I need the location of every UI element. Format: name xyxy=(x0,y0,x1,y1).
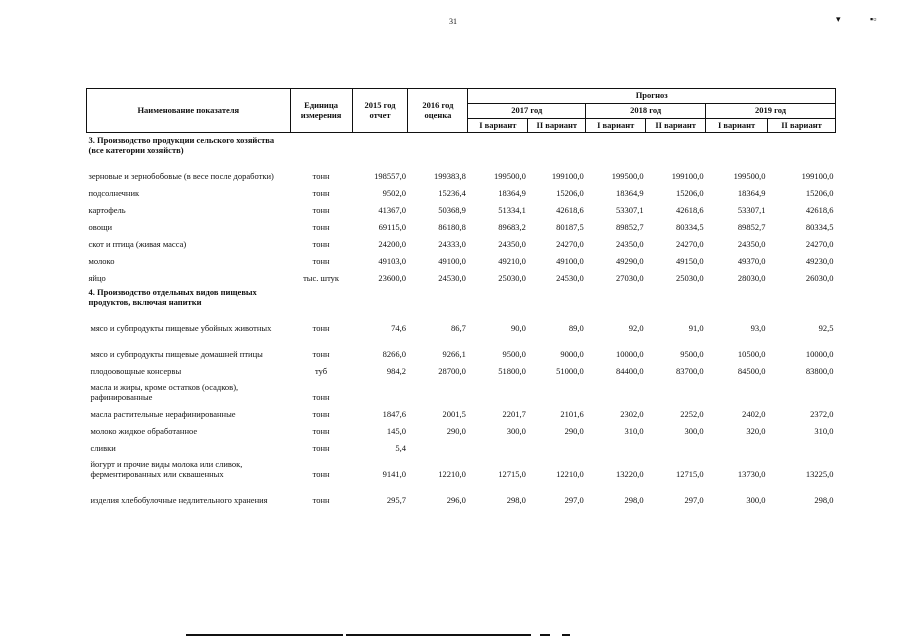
value-cell: 18364,9 xyxy=(737,188,766,199)
value-cell: 49150,0 xyxy=(675,256,704,267)
value-cell: 23600,0 xyxy=(378,273,406,284)
table-row xyxy=(87,183,836,200)
value-cell: 300,0 xyxy=(506,425,526,436)
table-row xyxy=(87,334,836,360)
unit-cell: тонн xyxy=(312,322,330,333)
value-cell: 320,0 xyxy=(746,425,766,436)
header-year: 2019 год xyxy=(706,103,836,118)
value-cell: 984,2 xyxy=(386,365,406,376)
table-row xyxy=(87,251,836,268)
value-cell: 86180,8 xyxy=(438,222,466,233)
value-cell: 83800,0 xyxy=(805,365,834,376)
value-cell: 2372,0 xyxy=(810,408,834,419)
table-row xyxy=(87,420,836,437)
unit-cell: тонн xyxy=(312,348,330,359)
page-number: 31 xyxy=(449,17,457,26)
header-name: Наименование показателя xyxy=(87,89,291,133)
header-variant: I вариант xyxy=(586,118,646,133)
header-2016: 2016 год оценка xyxy=(408,89,468,133)
indicator-name: сливки xyxy=(90,442,116,453)
value-cell: 93,0 xyxy=(750,322,766,333)
value-cell: 12210,0 xyxy=(556,468,584,479)
unit-cell: тонн xyxy=(312,239,330,250)
value-cell: 42618,6 xyxy=(556,205,584,216)
value-cell: 12210,0 xyxy=(438,468,466,479)
value-cell: 298,0 xyxy=(624,494,644,505)
value-cell: 49290,0 xyxy=(616,256,644,267)
value-cell: 296,0 xyxy=(446,494,466,505)
value-cell: 69115,0 xyxy=(378,222,406,233)
value-cell: 24200,0 xyxy=(378,239,406,250)
table-row xyxy=(87,360,836,377)
value-cell: 18364,9 xyxy=(498,188,526,199)
table-row xyxy=(87,454,836,480)
unit-cell: тонн xyxy=(312,391,330,402)
value-cell: 24530,0 xyxy=(556,273,584,284)
value-cell xyxy=(706,377,768,403)
document-sheet xyxy=(86,88,836,506)
forecast-table xyxy=(86,88,836,506)
header-2015: 2015 год отчет xyxy=(352,89,408,133)
section-title: 3. Производство продукции сельского хозяйства (все категории хозяйств) xyxy=(88,135,275,156)
value-cell: 9000,0 xyxy=(560,348,584,359)
value-cell: 26030,0 xyxy=(805,273,834,284)
unit-cell: туб xyxy=(315,365,328,376)
value-cell: 297,0 xyxy=(564,494,584,505)
table-row xyxy=(87,268,836,285)
table-row xyxy=(87,217,836,234)
value-cell: 42618,6 xyxy=(805,205,834,216)
bottom-rule xyxy=(562,634,570,636)
value-cell: 49103,0 xyxy=(378,256,406,267)
value-cell xyxy=(408,377,468,403)
value-cell: 18364,9 xyxy=(616,188,644,199)
value-cell: 2001,5 xyxy=(442,408,466,419)
value-cell: 13220,0 xyxy=(616,468,644,479)
value-cell: 49210,0 xyxy=(498,256,526,267)
unit-cell: тонн xyxy=(312,468,330,479)
value-cell: 9141,0 xyxy=(382,468,406,479)
value-cell: 92,5 xyxy=(818,322,834,333)
indicator-name: масла и жиры, кроме остатков (осадков), рафинированные xyxy=(90,381,239,402)
value-cell: 80334,5 xyxy=(675,222,704,233)
value-cell: 290,0 xyxy=(446,425,466,436)
value-cell: 25030,0 xyxy=(498,273,526,284)
indicator-name: яйцо xyxy=(88,273,106,284)
value-cell: 53307,1 xyxy=(737,205,766,216)
value-cell xyxy=(468,437,528,454)
value-cell xyxy=(352,377,408,403)
unit-cell: тонн xyxy=(312,256,330,267)
corner-mark: ▪▫ xyxy=(870,14,877,24)
value-cell: 84500,0 xyxy=(737,365,766,376)
table-row xyxy=(87,308,836,334)
value-cell: 83700,0 xyxy=(675,365,704,376)
value-cell: 310,0 xyxy=(624,425,644,436)
value-cell: 13730,0 xyxy=(737,468,766,479)
value-cell: 91,0 xyxy=(688,322,704,333)
value-cell: 24270,0 xyxy=(675,239,704,250)
value-cell: 28030,0 xyxy=(737,273,766,284)
indicator-name: картофель xyxy=(88,205,126,216)
unit-cell: тонн xyxy=(312,442,330,453)
value-cell: 51000,0 xyxy=(556,365,584,376)
value-cell: 24270,0 xyxy=(805,239,834,250)
value-cell: 199100,0 xyxy=(551,171,584,182)
indicator-name: мясо и субпродукты пищевые домашней птицы xyxy=(90,348,263,359)
value-cell: 50368,9 xyxy=(438,205,466,216)
header-year: 2017 год xyxy=(468,103,586,118)
value-cell xyxy=(586,377,646,403)
value-cell xyxy=(768,437,836,454)
indicator-name: скот и птица (живая масса) xyxy=(88,239,187,250)
value-cell: 12715,0 xyxy=(498,468,526,479)
header-variant: I вариант xyxy=(706,118,768,133)
value-cell: 10000,0 xyxy=(805,348,834,359)
value-cell: 2302,0 xyxy=(620,408,644,419)
value-cell: 199383,8 xyxy=(434,171,466,182)
value-cell xyxy=(528,377,586,403)
value-cell: 2252,0 xyxy=(680,408,704,419)
header-variant: I вариант xyxy=(468,118,528,133)
indicator-name: молоко жидкое обработанное xyxy=(90,425,198,436)
indicator-name: зерновые и зернобобовые (в весе после доработки) xyxy=(88,171,274,182)
value-cell: 24270,0 xyxy=(556,239,584,250)
header-variant: II вариант xyxy=(768,118,836,133)
section-row xyxy=(87,285,836,309)
value-cell: 51334,1 xyxy=(498,205,526,216)
section-title: 4. Производство отдельных видов пищевых продуктов, включая напитки xyxy=(88,286,257,307)
table-row xyxy=(87,403,836,420)
indicator-name: овощи xyxy=(88,222,113,233)
value-cell: 2402,0 xyxy=(742,408,766,419)
value-cell: 10000,0 xyxy=(616,348,644,359)
value-cell xyxy=(586,437,646,454)
unit-cell: тонн xyxy=(312,222,330,233)
table-row xyxy=(87,234,836,251)
value-cell: 24333,0 xyxy=(438,239,466,250)
value-cell: 15236,4 xyxy=(438,188,466,199)
table-row xyxy=(87,200,836,217)
value-cell: 15206,0 xyxy=(675,188,704,199)
value-cell: 86,7 xyxy=(451,322,466,333)
value-cell: 84400,0 xyxy=(616,365,644,376)
unit-cell: тонн xyxy=(312,408,330,419)
value-cell: 300,0 xyxy=(684,425,704,436)
header-year: 2018 год xyxy=(586,103,706,118)
value-cell: 145,0 xyxy=(386,425,406,436)
unit-cell: тыс. штук xyxy=(303,273,340,284)
value-cell: 90,0 xyxy=(510,322,526,333)
value-cell: 2201,7 xyxy=(502,408,526,419)
unit-cell: тонн xyxy=(312,188,330,199)
indicator-name: мясо и субпродукты пищевые убойных животных xyxy=(90,322,272,333)
value-cell: 15206,0 xyxy=(556,188,584,199)
value-cell: 297,0 xyxy=(684,494,704,505)
indicator-name: масла растительные нерафинированные xyxy=(90,408,236,419)
value-cell: 199100,0 xyxy=(671,171,704,182)
value-cell: 198557,0 xyxy=(374,171,406,182)
value-cell: 24530,0 xyxy=(438,273,466,284)
value-cell: 89,0 xyxy=(568,322,584,333)
value-cell: 15206,0 xyxy=(805,188,834,199)
table-body xyxy=(87,133,836,507)
header-variant: II вариант xyxy=(646,118,706,133)
value-cell: 9500,0 xyxy=(502,348,526,359)
value-cell: 10500,0 xyxy=(737,348,766,359)
value-cell: 41367,0 xyxy=(378,205,406,216)
indicator-name: йогурт и прочие виды молока или сливок, ферментированных или сквашенных xyxy=(90,458,243,479)
indicator-name: плодоовощные консервы xyxy=(90,365,182,376)
value-cell: 5,4 xyxy=(395,442,406,453)
value-cell xyxy=(768,377,836,403)
unit-cell: тонн xyxy=(312,171,330,182)
value-cell: 199500,0 xyxy=(733,171,766,182)
value-cell: 89852,7 xyxy=(737,222,766,233)
table-row xyxy=(87,437,836,454)
bottom-rule xyxy=(540,634,550,636)
value-cell xyxy=(408,437,468,454)
value-cell: 27030,0 xyxy=(616,273,644,284)
value-cell xyxy=(646,377,706,403)
indicator-name: изделия хлебобулочные недлительного хранения xyxy=(90,494,268,505)
header-forecast: Прогноз xyxy=(468,89,836,104)
value-cell: 13225,0 xyxy=(805,468,834,479)
value-cell: 24350,0 xyxy=(737,239,766,250)
value-cell: 49100,0 xyxy=(438,256,466,267)
table-row xyxy=(87,377,836,403)
indicator-name: подсолнечник xyxy=(88,188,140,199)
value-cell: 8266,0 xyxy=(382,348,406,359)
section-row xyxy=(87,133,836,157)
header-unit: Единица измерения xyxy=(290,89,352,133)
value-cell: 1847,6 xyxy=(382,408,406,419)
bottom-rule xyxy=(186,634,343,636)
unit-cell: тонн xyxy=(312,205,330,216)
value-cell: 74,6 xyxy=(391,322,406,333)
value-cell: 49370,0 xyxy=(737,256,766,267)
value-cell: 49100,0 xyxy=(556,256,584,267)
value-cell: 9500,0 xyxy=(680,348,704,359)
value-cell: 25030,0 xyxy=(675,273,704,284)
value-cell: 290,0 xyxy=(564,425,584,436)
value-cell: 28700,0 xyxy=(438,365,466,376)
table-row xyxy=(87,157,836,183)
bottom-rule xyxy=(346,634,531,636)
value-cell: 89683,2 xyxy=(498,222,526,233)
indicator-name: молоко xyxy=(88,256,115,267)
value-cell: 89852,7 xyxy=(616,222,644,233)
value-cell: 9502,0 xyxy=(382,188,406,199)
value-cell xyxy=(646,437,706,454)
value-cell: 24350,0 xyxy=(616,239,644,250)
value-cell: 298,0 xyxy=(506,494,526,505)
value-cell: 199100,0 xyxy=(801,171,834,182)
value-cell: 9266,1 xyxy=(442,348,466,359)
value-cell: 80334,5 xyxy=(805,222,834,233)
value-cell xyxy=(528,437,586,454)
header-variant: II вариант xyxy=(528,118,586,133)
table-header xyxy=(87,89,836,133)
value-cell: 51800,0 xyxy=(498,365,526,376)
unit-cell: тонн xyxy=(312,494,330,505)
value-cell: 300,0 xyxy=(746,494,766,505)
value-cell: 42618,6 xyxy=(675,205,704,216)
value-cell: 199500,0 xyxy=(611,171,644,182)
value-cell: 199500,0 xyxy=(493,171,526,182)
unit-cell: тонн xyxy=(312,425,330,436)
value-cell: 49230,0 xyxy=(805,256,834,267)
value-cell: 310,0 xyxy=(814,425,834,436)
value-cell: 12715,0 xyxy=(675,468,704,479)
value-cell: 2101,6 xyxy=(560,408,584,419)
value-cell xyxy=(706,437,768,454)
value-cell: 24350,0 xyxy=(498,239,526,250)
value-cell: 80187,5 xyxy=(556,222,584,233)
value-cell: 298,0 xyxy=(814,494,834,505)
value-cell: 92,0 xyxy=(628,322,644,333)
value-cell: 295,7 xyxy=(386,494,406,505)
table-row xyxy=(87,480,836,506)
value-cell xyxy=(468,377,528,403)
value-cell: 53307,1 xyxy=(616,205,644,216)
corner-mark: ▾ xyxy=(836,14,841,24)
